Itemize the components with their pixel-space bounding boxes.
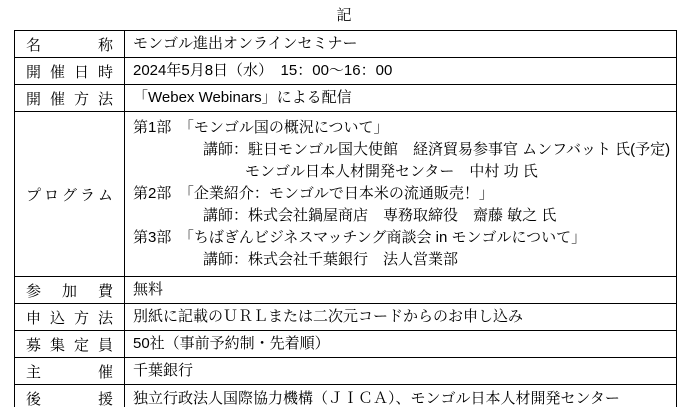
row-label-char: 募 [26,336,42,354]
table-row [15,331,676,358]
table-row [15,112,676,277]
row-label [15,277,125,303]
table-row [15,58,676,85]
row-label-char: 方 [73,90,89,108]
row-label [15,385,125,407]
row-label-char: 開 [26,63,42,81]
seminar-info-table [14,30,677,407]
row-label-char: 催 [97,363,113,381]
table-row [15,277,676,304]
row-content-text: モンゴル進出オンラインセミナー [133,35,358,52]
row-label-char: 称 [97,36,113,54]
row-label-char: 加 [61,282,77,300]
program-line: 第3部 「ちばぎんビジネスマッチング商談会 in モンゴルについて」 [133,229,587,246]
row-label-char: ロ [43,186,59,204]
row-content [125,331,676,357]
row-label-char: 催 [49,63,65,81]
table-row [15,304,676,331]
row-content [125,304,676,330]
table-row [15,85,676,112]
row-content [125,85,676,111]
table-row [15,31,676,58]
row-label-char: 定 [73,336,89,354]
row-content [125,31,676,57]
program-line: 講師：駐日モンゴル国大使館 経済貿易参事官 ムンフバット 氏(予定) [203,141,671,158]
row-content [125,112,678,276]
row-label-char: 法 [97,90,113,108]
row-content-text: 「Webex Webinars」による配信 [133,89,352,106]
row-label-char: プ [26,186,42,204]
row-label-char: 催 [49,90,65,108]
row-label-char: グ [61,186,77,204]
row-label [15,31,125,57]
row-label [15,112,125,276]
program-line: モンゴル日本人材開発センター 中村 功 氏 [245,163,538,180]
row-label [15,358,125,384]
row-content-text: 別紙に記載のＵＲＬまたは二次元コードからのお申し込み [133,308,524,325]
row-label-char: 参 [26,282,42,300]
program-line: 講師：株式会社鍋屋商店 専務取締役 齋藤 敏之 氏 [203,207,557,224]
row-content-text: 千葉銀行 [133,362,194,379]
row-label-char: ム [97,186,113,204]
row-label-char: 援 [97,391,113,407]
row-label-char: 後 [26,391,42,407]
row-label [15,331,125,357]
row-label [15,58,125,84]
row-label-char: 名 [26,36,42,54]
row-label-char: 員 [97,336,113,354]
row-content [125,358,676,384]
row-content-text: 独立行政法人国際協力機構（ＪＩＣＡ）、モンゴル日本人材開発センター [133,389,620,407]
row-content-text: 2024年5月8日（水） 15：00～16：00 [133,62,393,79]
row-label-char: 申 [26,309,42,327]
row-content [125,385,676,407]
row-content-text: 無料 [133,281,164,298]
row-label-char: ラ [79,186,95,204]
program-line: 第2部 「企業紹介：モンゴルで日本米の流通販売！」 [133,185,494,202]
program-line: 講師：株式会社千葉銀行 法人営業部 [203,251,459,268]
row-label-char: 集 [49,336,65,354]
row-label-char: 主 [26,363,42,381]
row-content [125,277,676,303]
row-label-char: 時 [97,63,113,81]
row-content-text: 50社（事前予約制・先着順） [133,335,330,352]
table-row [15,358,676,385]
row-label [15,85,125,111]
row-label-char: 日 [73,63,89,81]
row-label-char: 費 [97,282,113,300]
row-label [15,304,125,330]
document-heading: 記 [336,7,353,24]
row-label-char: 込 [49,309,65,327]
row-content [125,58,676,84]
table-row [15,385,676,407]
row-label-char: 法 [97,309,113,327]
row-label-char: 方 [73,309,89,327]
row-label-char: 開 [26,90,42,108]
program-line: 第1部 「モンゴル国の概況について」 [133,119,389,136]
